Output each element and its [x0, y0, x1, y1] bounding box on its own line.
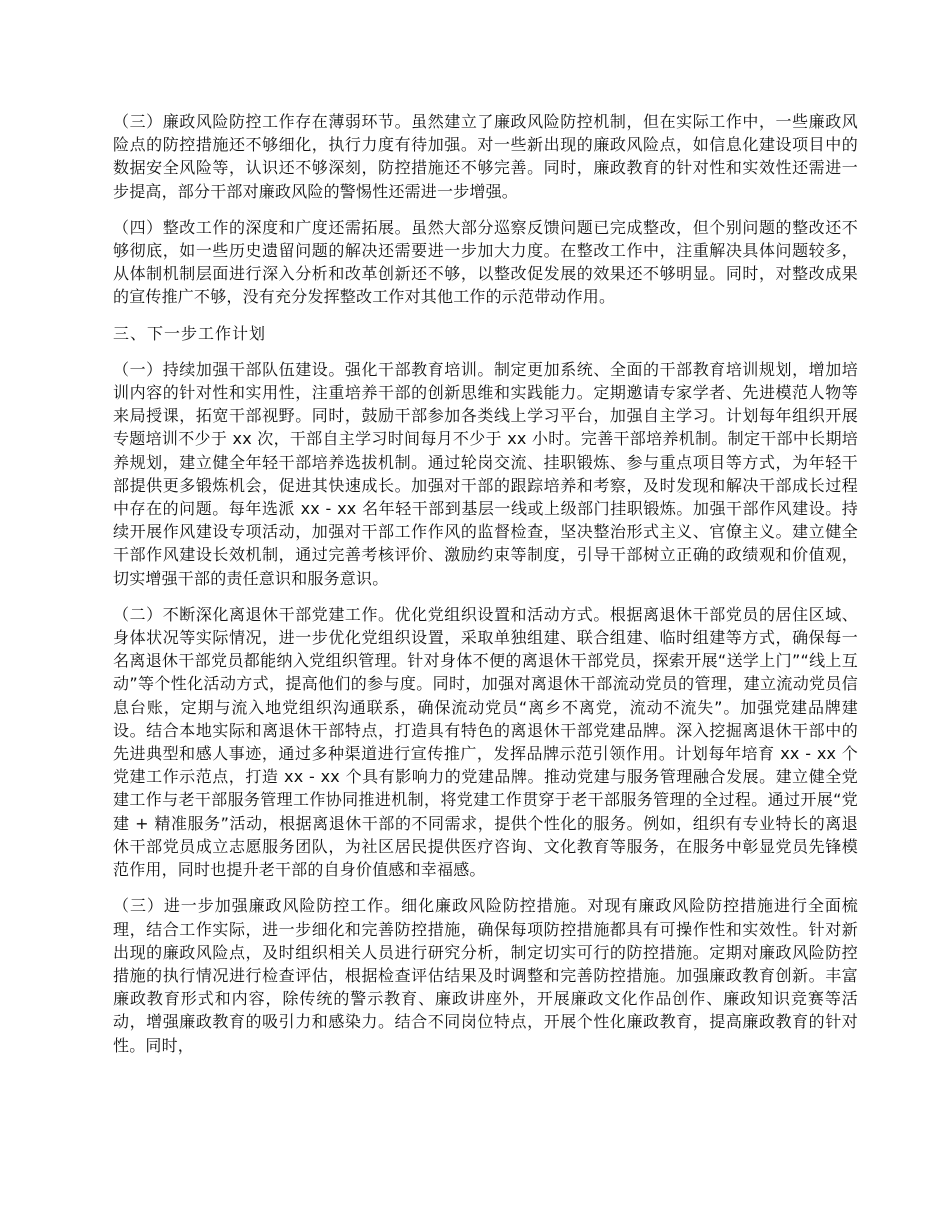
paragraph-risk-control-weakness: （三）廉政风险防控工作存在薄弱环节。虽然建立了廉政风险防控机制，但在实际工作中，一些廉政风险点的防控措施还不够细化，执行力度有待加强。对一些新出现的廉政风险点，如信息化建设项目中的数据安全风险等，认识还不够深刻，防控措施还不够完善。同时，廉政教育的针对性和实效性还需进一步提高，部分干部对廉政风险的警惕性还需进一步增强。 [113, 112, 858, 201]
paragraph-rectification-depth: （四）整改工作的深度和广度还需拓展。虽然大部分巡察反馈问题已完成整改，但个别问题的整改还不够彻底，如一些历史遗留问题的解决还需要进一步加大力度。在整改工作中，注重解决具体问题较多，从体制机制层面进行深入分析和改革创新还不够，以整改促发展的效果还不够明显。同时，对整改成果的宣传推广不够，没有充分发挥整改工作对其他工作的示范带动作用。 [113, 217, 858, 307]
section-heading-next-steps: 三、下一步工作计划 [113, 323, 267, 343]
paragraph-plan-integrity-risk-control: （三）进一步加强廉政风险防控工作。细化廉政风险防控措施。对现有廉政风险防控措施进行全面梳理，结合工作实际，进一步细化和完善防控措施，确保每项防控措施都具有可操作性和实效性。针对新出现的廉政风险点，及时组织相关人员进行研究分析，制定切实可行的防控措施。定期对廉政风险防控措施的执行情况进行检查评估，根据检查评估结果及时调整和完善防控措施。加强廉政教育创新。丰富廉政教育形式和内容，除传统的警示教育、廉政讲座外，开展廉政文化作品创作、廉政知识竞赛等活动，增强廉政教育的吸引力和感染力。结合不同岗位特点，开展个性化廉政教育，提高廉政教育的针对性。同时， [113, 896, 858, 1055]
document-page [113, 110, 858, 1070]
paragraph-plan-retiree-party-building: （二）不断深化离退休干部党建工作。优化党组织设置和活动方式。根据离退休干部党员的居住区域、身体状况等实际情况，进一步优化党组织设置，采取单独组建、联合组建、临时组建等方式，确保每一名离退休干部党员都能纳入党组织管理。针对身体不便的离退休干部党员，探索开展“送学上门”“线上互动”等个性化活动方式，提高他们的参与度。同时，加强对离退休干部流动党员的管理，建立流动党员信息台账，定期与流入地党组织沟通联系，确保流动党员“离乡不离党，流动不流失”。加强党建品牌建设。结合本地实际和离退休干部特点，打造具有特色的离退休干部党建品牌。深入挖掘离退休干部中的先进典型和感人事迹，通过多种渠道进行宣传推广，发挥品牌示范引领作用。计划每年培育 xx - xx 个党建工作示范点，打造 xx - xx 个具有影响力的党建品牌。推动党建与服务管理融合发展。建立健全党建工作与老干部服务管理工作协同推进机制，将党建工作贯穿于老干部服务管理的全过程。通过开展“党建 + 精准服务”活动，根据离退休干部的不同需求，提供个性化的服务。例如，组织有专业特长的离退休干部党员成立志愿服务团队，为社区居民提供医疗咨询、文化教育等服务，在服务中彰显党员先锋模范作用，同时也提升老干部的自身价值感和幸福感。 [113, 604, 858, 880]
paragraph-plan-cadre-building: （一）持续加强干部队伍建设。强化干部教育培训。制定更加系统、全面的干部教育培训规划，增加培训内容的针对性和实用性，注重培养干部的创新思维和实践能力。定期邀请专家学者、先进模范人物等来局授课，拓宽干部视野。同时，鼓励干部参加各类线上学习平台，加强自主学习。计划每年组织开展专题培训不少于 xx 次，干部自主学习时间每月不少于 xx 小时。完善干部培养机制。制定干部中长期培养规划，建立健全年轻干部培养选拔机制。通过轮岗交流、挂职锻炼、参与重点项目等方式，为年轻干部提供更多锻炼机会，促进其快速成长。加强对干部的跟踪培养和考察，及时发现和解决干部成长过程中存在的问题。每年选派 xx - xx 名年轻干部到基层一线或上级部门挂职锻炼。加强干部作风建设。持续开展作风建设专项活动，加强对干部工作作风的监督检查，坚决整治形式主义、官僚主义。建立健全干部作风建设长效机制，通过完善考核评价、激励约束等制度，引导干部树立正确的政绩观和价值观，切实增强干部的责任意识和服务意识。 [113, 359, 858, 588]
